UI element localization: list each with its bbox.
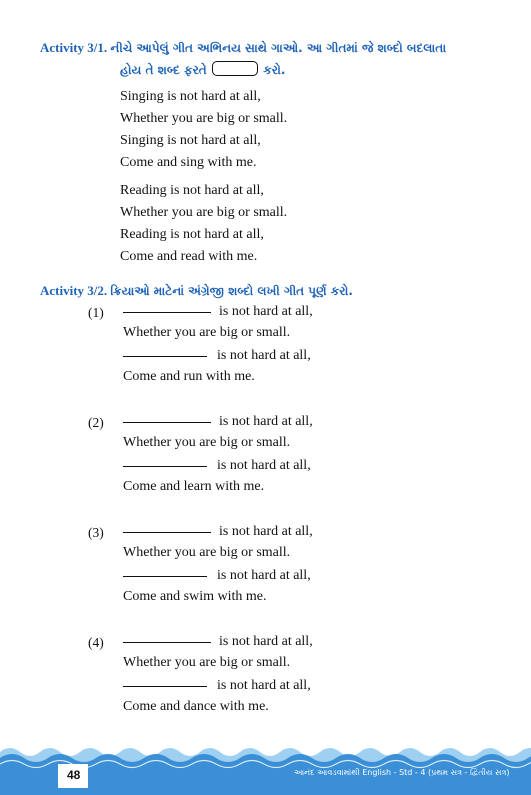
exercise-number: (1) [88, 305, 104, 320]
exercise-line: is not hard at all, [219, 634, 313, 649]
exercise-2 [123, 410, 313, 498]
activity-1-instruction-line1: નીચે આપેલું ગીત અભિનય સાથે ગાઓ. આ ગીતમાં જે શબ્દો બદલાતા [110, 41, 447, 55]
poem-line: Singing is not hard at all, [120, 89, 261, 104]
answer-blank[interactable] [123, 344, 207, 357]
exercise-line: Come and run with me. [123, 369, 255, 384]
answer-blank[interactable] [123, 454, 207, 467]
exercise-number: (2) [88, 415, 104, 430]
exercise-line: is not hard at all, [219, 304, 313, 319]
exercise-3 [123, 520, 313, 608]
exercise-line: is not hard at all, [217, 678, 311, 693]
activity-2-instruction: ક્રિયાઓ માટેનાં અંગ્રેજી શબ્દો લખી ગીત પૂર્ણ કરો. [110, 284, 353, 298]
activity-1-instruction-line2 [120, 60, 285, 80]
exercise-line: Come and learn with me. [123, 479, 265, 494]
activity-2-label: Activity 3/2. [40, 283, 108, 298]
poem-stanza-2 [120, 180, 287, 268]
exercise-line: Come and swim with me. [123, 589, 267, 604]
poem-line: Whether you are big or small. [120, 205, 288, 220]
exercise-line: Whether you are big or small. [123, 655, 291, 670]
exercise-4 [123, 630, 313, 718]
exercise-line: Whether you are big or small. [123, 435, 291, 450]
exercise-line: is not hard at all, [219, 524, 313, 539]
poem-line: Singing is not hard at all, [120, 133, 261, 148]
exercise-number: (3) [88, 525, 104, 540]
exercise-line: Whether you are big or small. [123, 545, 291, 560]
activity-1-instruction-part-a: હોય તે શબ્દ ફરતે [120, 63, 207, 77]
exercise-line: is not hard at all, [217, 348, 311, 363]
poem-line: Come and sing with me. [120, 155, 257, 170]
answer-blank[interactable] [123, 630, 211, 643]
poem-line: Reading is not hard at all, [120, 183, 264, 198]
activity-1-instruction-part-b: કરો. [263, 63, 286, 77]
poem-line: Come and read with me. [120, 249, 258, 264]
exercise-line: Whether you are big or small. [123, 325, 291, 340]
exercise-line: is not hard at all, [217, 568, 311, 583]
exercise-line: is not hard at all, [219, 414, 313, 429]
exercise-line: Come and dance with me. [123, 699, 269, 714]
page-number: 48 [67, 768, 81, 782]
activity-1-heading [40, 38, 446, 58]
answer-blank[interactable] [123, 300, 211, 313]
poem-line: Reading is not hard at all, [120, 227, 264, 242]
exercise-line: is not hard at all, [217, 458, 311, 473]
exercise-1 [123, 300, 313, 388]
poem-stanza-1 [120, 86, 287, 174]
activity-1-label: Activity 3/1. [40, 40, 108, 55]
circle-box-icon [212, 61, 258, 76]
footer-book-title: આનંદ આવડવામાંથી English - Std - 4 (પ્રથમ સત્ર - દ્વિતીય સત્ર) [294, 768, 510, 777]
answer-blank[interactable] [123, 674, 207, 687]
activity-2-heading [40, 281, 353, 301]
answer-blank[interactable] [123, 410, 211, 423]
exercise-number: (4) [88, 635, 104, 650]
poem-line: Whether you are big or small. [120, 111, 288, 126]
answer-blank[interactable] [123, 520, 211, 533]
answer-blank[interactable] [123, 564, 207, 577]
